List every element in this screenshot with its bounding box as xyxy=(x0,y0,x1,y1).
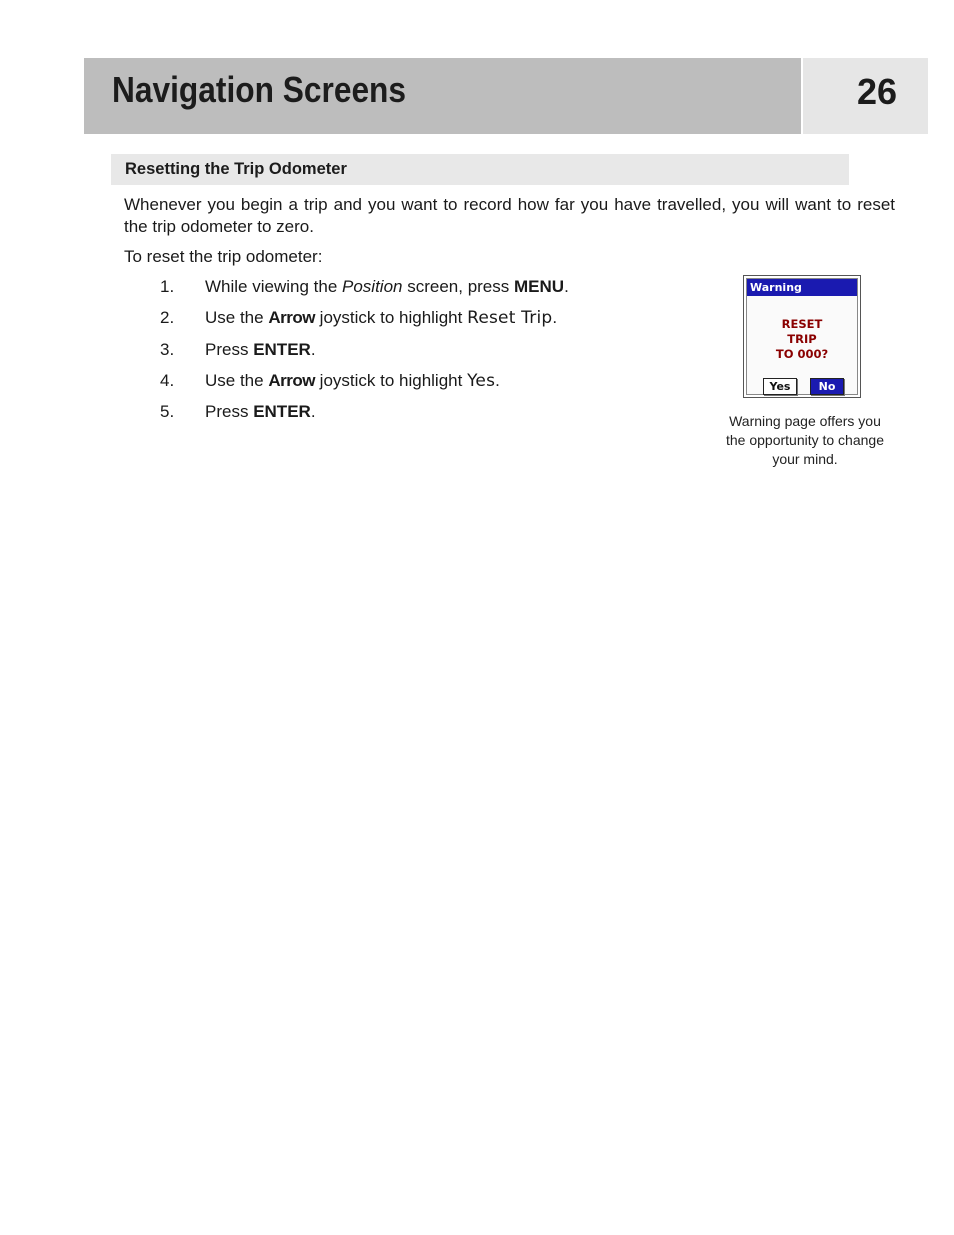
page-number: 26 xyxy=(856,71,897,112)
device-screen xyxy=(746,278,858,395)
device-title: Warning xyxy=(750,281,802,294)
step-text: Use the Arrow joystick to highlight Yes. xyxy=(205,370,500,391)
step-text: Use the Arrow joystick to highlight Reset Trip. xyxy=(205,308,558,329)
section-title: Resetting the Trip Odometer xyxy=(125,160,347,178)
step-item xyxy=(124,370,684,401)
intro-paragraph: Whenever you begin a trip and you want to record how far you have travelled, you will want to reset the trip odometer to zero. xyxy=(124,195,895,236)
step-item xyxy=(124,307,684,338)
device-message-line: TO 000? xyxy=(775,347,829,361)
step-item xyxy=(124,339,684,370)
caption-line: the opportunity to change xyxy=(725,432,884,448)
device-titlebar xyxy=(747,279,857,296)
device-no-button: No xyxy=(810,378,844,395)
device-message-line: TRIP xyxy=(787,332,817,346)
step-text: Press ENTER. xyxy=(205,402,316,422)
chapter-header xyxy=(84,58,801,134)
step-item xyxy=(124,276,684,307)
warning-screenshot xyxy=(743,275,861,398)
step-number: 3. xyxy=(160,339,175,359)
page-number-box xyxy=(803,58,928,134)
figure-caption xyxy=(712,412,898,469)
steps-lead: To reset the trip odometer: xyxy=(124,247,323,266)
step-number: 2. xyxy=(160,308,175,328)
device-message xyxy=(747,317,857,362)
chapter-title: Navigation Screens xyxy=(112,69,407,110)
section-heading xyxy=(111,154,849,185)
caption-line: your mind. xyxy=(772,451,838,467)
step-number: 4. xyxy=(160,370,175,390)
caption-line: Warning page offers you xyxy=(729,413,881,429)
step-number: 5. xyxy=(160,402,175,422)
step-number: 1. xyxy=(160,277,175,296)
device-yes-button: Yes xyxy=(763,378,797,395)
step-text: While viewing the Position screen, press MENU. xyxy=(205,277,569,296)
step-text: Press ENTER. xyxy=(205,339,316,359)
steps-list xyxy=(124,276,684,432)
step-item xyxy=(124,401,684,432)
device-message-line: RESET xyxy=(781,317,823,331)
